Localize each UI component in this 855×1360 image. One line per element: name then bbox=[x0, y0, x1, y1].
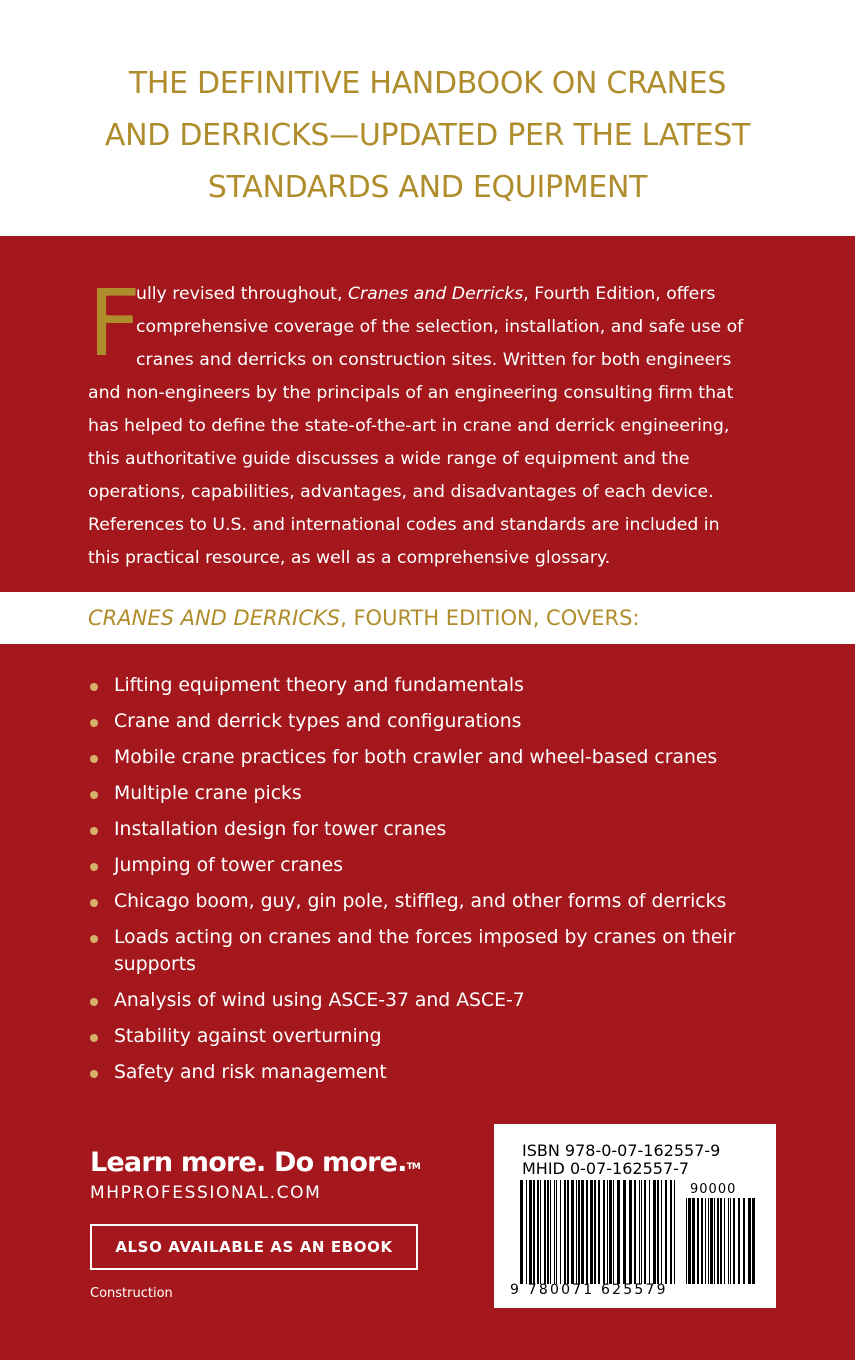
bullet-dot-icon bbox=[90, 755, 98, 763]
list-item bbox=[88, 852, 808, 879]
isbn-barcode-box bbox=[494, 1124, 776, 1308]
bullet-dot-icon bbox=[90, 935, 98, 943]
list-item-text: Lifting equipment theory and fundamentals bbox=[114, 675, 524, 696]
list-item-text: Mobile crane practices for both crawler and wheel-based cranes bbox=[114, 747, 718, 768]
trademark-mark: TM bbox=[406, 1162, 421, 1172]
intro-line-1-start: ully revised throughout, bbox=[136, 284, 348, 304]
barcode-digits: 9 780071 625579 bbox=[510, 1282, 668, 1298]
bullet-dot-icon bbox=[90, 683, 98, 691]
intro-line-3: cranes and derricks on construction sites. Written for both engineers bbox=[136, 350, 732, 370]
list-item bbox=[88, 888, 808, 915]
list-item bbox=[88, 1023, 808, 1050]
list-item bbox=[88, 708, 808, 735]
list-item-text: Chicago boom, guy, gin pole, stiffleg, and other forms of derricks bbox=[114, 891, 727, 912]
list-item bbox=[88, 780, 808, 807]
brand-tagline-text: Learn more. Do more. bbox=[90, 1147, 407, 1178]
category-label: Construction bbox=[90, 1286, 173, 1301]
headline-line-2: AND DERRICKS—UPDATED PER THE LATEST bbox=[104, 118, 751, 153]
bullet-dot-icon bbox=[90, 827, 98, 835]
isbn-number: ISBN 978-0-07-162557-9 bbox=[522, 1141, 721, 1160]
covers-heading bbox=[88, 602, 640, 634]
covers-heading-rest: , FOURTH EDITION, COVERS: bbox=[340, 606, 640, 630]
intro-line-1 bbox=[88, 278, 788, 311]
mhid-number: MHID 0-07-162557-7 bbox=[522, 1159, 690, 1178]
bullet-dot-icon bbox=[90, 791, 98, 799]
intro-line-8: References to U.S. and international codes and standards are included in bbox=[88, 515, 720, 535]
publisher-brand bbox=[90, 1145, 420, 1205]
list-item-text: Installation design for tower cranes bbox=[114, 819, 447, 840]
ebook-label: ALSO AVAILABLE AS AN EBOOK bbox=[115, 1238, 393, 1256]
list-item-text: Analysis of wind using ASCE-37 and ASCE-7 bbox=[114, 990, 525, 1011]
ebook-availability-box bbox=[90, 1224, 418, 1270]
list-item bbox=[88, 924, 808, 978]
bullet-dot-icon bbox=[90, 863, 98, 871]
list-item bbox=[88, 744, 808, 771]
intro-line-1-end: , Fourth Edition, offers bbox=[523, 284, 716, 304]
bullet-dot-icon bbox=[90, 998, 98, 1006]
bullet-dot-icon bbox=[90, 899, 98, 907]
list-item-text: Multiple crane picks bbox=[114, 783, 302, 804]
drop-cap: F bbox=[88, 270, 141, 377]
barcode-main-icon bbox=[520, 1180, 680, 1284]
headline-line-1: THE DEFINITIVE HANDBOOK ON CRANES bbox=[128, 66, 727, 101]
cover-headline bbox=[0, 58, 855, 214]
list-item bbox=[88, 672, 808, 699]
intro-line-5: has helped to define the state-of-the-art in crane and derrick engineering, bbox=[88, 416, 730, 436]
list-item-text: Jumping of tower cranes bbox=[114, 855, 344, 876]
list-item bbox=[88, 816, 808, 843]
list-item-text: Safety and risk management bbox=[114, 1062, 387, 1083]
publisher-url[interactable]: MHPROFESSIONAL.COM bbox=[90, 1183, 322, 1203]
covers-list bbox=[88, 672, 808, 1095]
intro-line-9: this practical resource, as well as a comprehensive glossary. bbox=[88, 548, 611, 568]
list-item-text: Crane and derrick types and configurations bbox=[114, 711, 522, 732]
list-item-text: Stability against overturning bbox=[114, 1026, 382, 1047]
bullet-dot-icon bbox=[90, 1034, 98, 1042]
book-title-italic: Cranes and Derricks bbox=[347, 284, 524, 304]
intro-line-4: and non-engineers by the principals of an engineering consulting firm that bbox=[88, 383, 734, 403]
intro-line-7: operations, capabilities, advantages, and disadvantages of each device. bbox=[88, 482, 714, 502]
intro-line-6: this authoritative guide discusses a wide range of equipment and the bbox=[88, 449, 690, 469]
bullet-dot-icon bbox=[90, 719, 98, 727]
brand-tagline bbox=[90, 1145, 420, 1181]
intro-line-2: comprehensive coverage of the selection, installation, and safe use of bbox=[136, 317, 744, 337]
intro-paragraph bbox=[88, 270, 788, 575]
price-code: 90000 bbox=[690, 1182, 737, 1197]
barcode-addon-icon bbox=[686, 1198, 756, 1284]
list-item bbox=[88, 987, 808, 1014]
bullet-dot-icon bbox=[90, 1070, 98, 1078]
headline-line-3: STANDARDS AND EQUIPMENT bbox=[207, 170, 648, 205]
list-item-text: Loads acting on cranes and the forces imposed by cranes on their supports bbox=[114, 927, 736, 975]
list-item bbox=[88, 1059, 808, 1086]
covers-heading-italic: CRANES AND DERRICKS bbox=[88, 606, 341, 630]
